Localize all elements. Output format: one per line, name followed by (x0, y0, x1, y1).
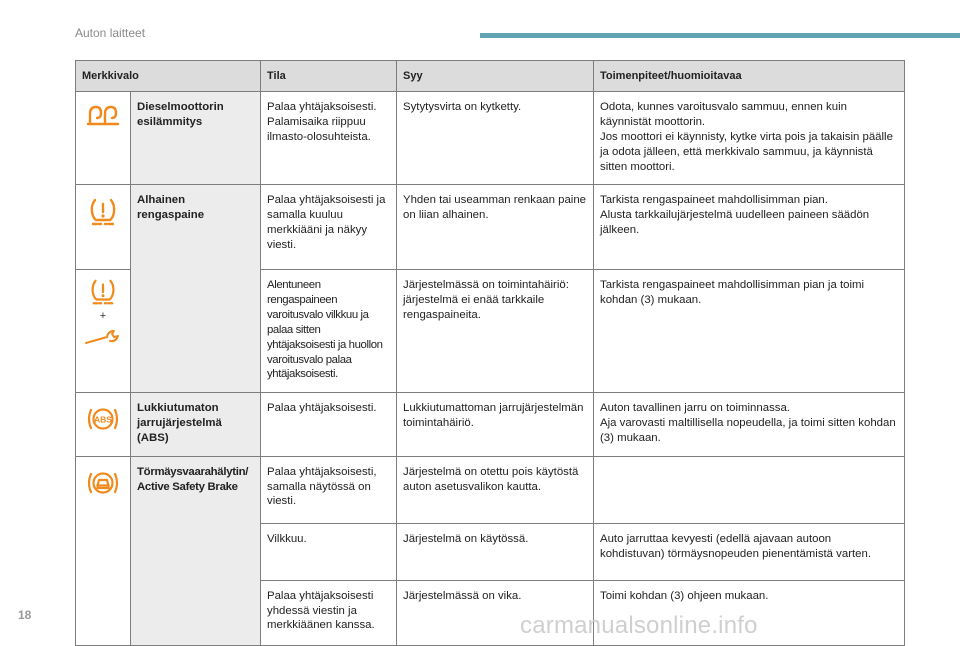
cause-cell: Järjestelmässä on toimintahäiriö: järjestelmä ei enää tarkkaile rengaspaineita. (397, 270, 594, 393)
watermark: carmanualsonline.info (520, 612, 758, 639)
indicator-name: Lukkiutumaton jarrujärjestelmä (ABS) (131, 393, 261, 456)
table-row (76, 393, 905, 456)
action-cell: Toimi kohdan (3) ohjeen mukaan. (594, 580, 905, 645)
state-cell: Palaa yhtäjaksoisesti. (261, 393, 397, 456)
cause-cell: Järjestelmä on otettu pois käytöstä auton asetusvalikon kautta. (397, 456, 594, 523)
tyre-pressure-icon (88, 278, 118, 306)
indicator-name: Dieselmoottorin esilämmitys (131, 92, 261, 185)
tyre-pressure-icon (88, 197, 118, 227)
cause-cell: Järjestelmä on käytössä. (397, 523, 594, 580)
action-cell: Auton tavallinen jarru on toiminnassa. Aja varovasti maltillisella nopeudella, ja toimi sitten kohdan (3) mukaan. (594, 393, 905, 456)
cause-cell: Lukkiutumattoman jarrujärjestelmän toimintahäiriö. (397, 393, 594, 456)
table-row (76, 456, 905, 523)
plus-sign: + (99, 310, 107, 323)
state-cell: Alentuneen rengaspaineen varoitusvalo vilkkuu ja palaa sitten yhtäjaksoisesti ja huollon varoitusvalo palaa yhtäjaksoisesti. (261, 270, 397, 393)
page-number: 18 (18, 608, 32, 622)
action-cell: Auto jarruttaa kevyesti (edellä ajavaan autoon kohdistuvan) törmäysnopeuden pienentämistä varten. (594, 523, 905, 580)
wrench-icon (83, 328, 123, 346)
column-header-cause: Syy (397, 61, 594, 92)
action-cell: Tarkista rengaspaineet mahdollisimman pian. Alusta tarkkailujärjestelmä uudelleen paineen säädön jälkeen. (594, 185, 905, 270)
indicator-name: Törmäysvaarahälytin/ Active Safety Brake (131, 456, 261, 645)
action-cell: Tarkista rengaspaineet mahdollisimman pian ja toimi kohdan (3) mukaan. (594, 270, 905, 393)
state-cell: Vilkkuu. (261, 523, 397, 580)
section-accent-bar (480, 33, 960, 38)
svg-text:ABS: ABS (94, 414, 112, 425)
table-row (76, 185, 905, 270)
collision-alert-icon (86, 469, 120, 497)
state-cell: Palaa yhtäjaksoisesti ja samalla kuuluu merkkiääni ja näkyy viesti. (261, 185, 397, 270)
action-cell (594, 456, 905, 523)
state-cell: Palaa yhtäjaksoisesti, samalla näytössä on viesti. (261, 456, 397, 523)
cause-cell: Sytytysvirta on kytketty. (397, 92, 594, 185)
column-header-indicator: Merkkivalo (76, 61, 261, 92)
glow-plug-icon (86, 104, 120, 126)
table-row (76, 92, 905, 185)
cause-cell: Yhden tai useamman renkaan paine on liian alhainen. (397, 185, 594, 270)
state-cell: Palaa yhtäjaksoisesti yhdessä viestin ja merkkiäänen kanssa. (261, 580, 397, 645)
state-cell: Palaa yhtäjaksoisesti. Palamisaika riippuu ilmasto-olosuhteista. (261, 92, 397, 185)
section-title: Auton laitteet (75, 26, 146, 40)
column-header-state: Tila (261, 61, 397, 92)
table-header-row (76, 61, 905, 92)
action-cell: Odota, kunnes varoitusvalo sammuu, ennen kuin käynnistät moottorin. Jos moottori ei käynnisty, kytke virta pois ja takaisin päälle ja odota jälleen, että merkkivalo sammuu, ja käynnistä sitten moottori. (594, 92, 905, 185)
cause-cell: Järjestelmässä on vika. (397, 580, 594, 645)
column-header-action: Toimenpiteet/huomioitavaa (594, 61, 905, 92)
warning-lights-table (75, 60, 905, 646)
indicator-name: Alhainen rengaspaine (131, 185, 261, 393)
abs-icon (86, 405, 120, 433)
